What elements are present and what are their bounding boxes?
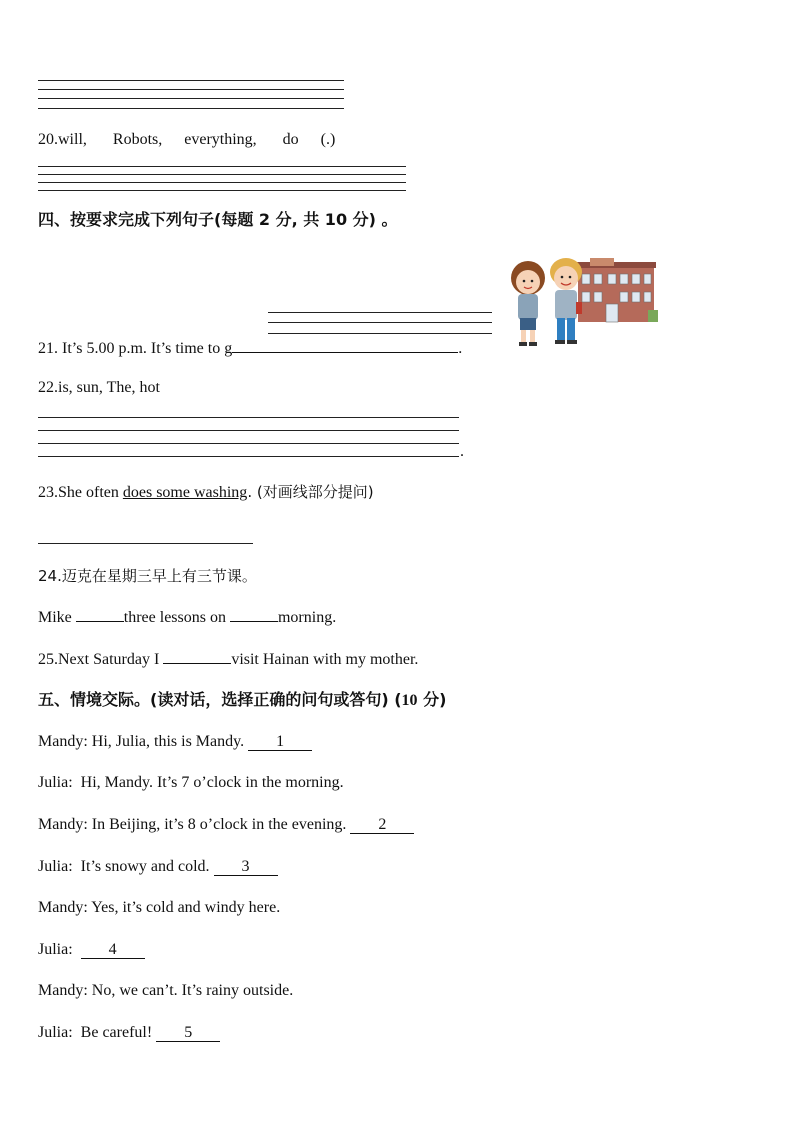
section-5-title (38, 690, 446, 711)
section-5-title-b: 10 (401, 692, 418, 709)
answer-blank[interactable]: 2 (350, 817, 414, 834)
dialogue-text: It’s snowy and cold. (80, 858, 214, 875)
dialogue-line (38, 898, 280, 918)
speaker-name: Mandy: (38, 899, 88, 916)
word: everything, (184, 131, 257, 148)
answer-blank[interactable]: 3 (214, 859, 278, 876)
answer-line[interactable] (38, 80, 344, 81)
answer-blank[interactable] (230, 607, 278, 622)
speaker-name: Julia: (38, 858, 73, 875)
answer-blank[interactable] (232, 338, 458, 353)
speaker-name: Mandy: (38, 816, 88, 833)
period: . (460, 443, 464, 460)
answer-line[interactable] (38, 89, 344, 90)
answer-blank[interactable]: 5 (156, 1025, 220, 1042)
answer-line[interactable] (38, 430, 459, 431)
answer-blank[interactable] (76, 607, 124, 622)
question-22: 22.is, sun, The, hot (38, 379, 160, 396)
section-5-title-c: 分) (417, 690, 447, 709)
dialogue-text: Yes, it’s cold and windy here. (91, 899, 281, 916)
question-24-chinese: 24.迈克在星期三早上有三节课。 (38, 567, 257, 585)
question-24-part2: three lessons on (123, 609, 230, 626)
answer-line[interactable] (38, 98, 344, 99)
dialogue-line (38, 857, 278, 877)
word: will, (58, 131, 87, 148)
question-21 (38, 338, 462, 359)
question-23-prefix: 23.She often (38, 484, 123, 501)
children-walking-to-school-icon (498, 252, 660, 352)
question-25-part1: 25.Next Saturday I (38, 651, 164, 668)
question-number: 20. (38, 131, 58, 148)
answer-line[interactable] (268, 312, 492, 313)
word: (.) (320, 131, 336, 148)
dialogue-text: In Beijing, it’s 8 o’clock in the evening. (91, 816, 351, 833)
question-20 (38, 130, 335, 150)
answer-line[interactable] (38, 108, 344, 109)
answer-line[interactable] (38, 190, 406, 191)
answer-line[interactable] (38, 456, 459, 457)
period: . (458, 340, 463, 357)
dialogue-line (38, 940, 145, 960)
dialogue-line (38, 773, 344, 793)
answer-blank[interactable]: 1 (248, 734, 312, 751)
dialogue-text: Hi, Mandy. It’s 7 o’clock in the morning. (80, 774, 344, 791)
answer-line[interactable] (38, 543, 253, 544)
question-23-suffix: . (对画线部分提问) (247, 483, 374, 501)
section-4-title: 四、按要求完成下列句子(每题 2 分, 共 10 分) 。 (38, 210, 398, 229)
dialogue-line (38, 1023, 220, 1043)
speaker-name: Julia: (38, 774, 73, 791)
answer-blank[interactable] (163, 649, 231, 664)
speaker-name: Mandy: (38, 982, 88, 999)
dialogue-text: Be careful! (80, 1024, 157, 1041)
section-5-title-a: 五、情境交际。(读对话，选择正确的问句或答句) ( (38, 690, 402, 709)
dialogue-line (38, 981, 293, 1001)
speaker-name: Julia: (38, 1024, 73, 1041)
answer-line[interactable] (268, 322, 492, 323)
answer-line[interactable] (38, 182, 406, 183)
question-25 (38, 649, 418, 670)
answer-line[interactable] (38, 443, 459, 444)
question-23 (38, 482, 374, 503)
word: Robots, (112, 131, 163, 148)
question-24-part1: Mike (38, 609, 76, 626)
answer-line[interactable] (38, 417, 459, 418)
dialogue-text: Hi, Julia, this is Mandy. (91, 733, 249, 750)
dialogue-line (38, 732, 312, 752)
answer-blank[interactable]: 4 (81, 942, 145, 959)
answer-line[interactable] (38, 166, 406, 167)
answer-line[interactable] (268, 333, 492, 334)
speaker-name: Julia: (38, 941, 73, 958)
question-24 (38, 607, 336, 628)
dialogue-line (38, 815, 414, 835)
word: do (282, 131, 299, 148)
answer-line[interactable] (38, 174, 406, 175)
question-21-text: 21. It’s 5.00 p.m. It’s time to g (38, 340, 233, 357)
speaker-name: Mandy: (38, 733, 88, 750)
dialogue-text: No, we can’t. It’s rainy outside. (91, 982, 294, 999)
question-25-part2: visit Hainan with my mother. (231, 651, 419, 668)
underlined-phrase: does some washing (122, 484, 248, 501)
question-24-part3: morning. (277, 609, 337, 626)
